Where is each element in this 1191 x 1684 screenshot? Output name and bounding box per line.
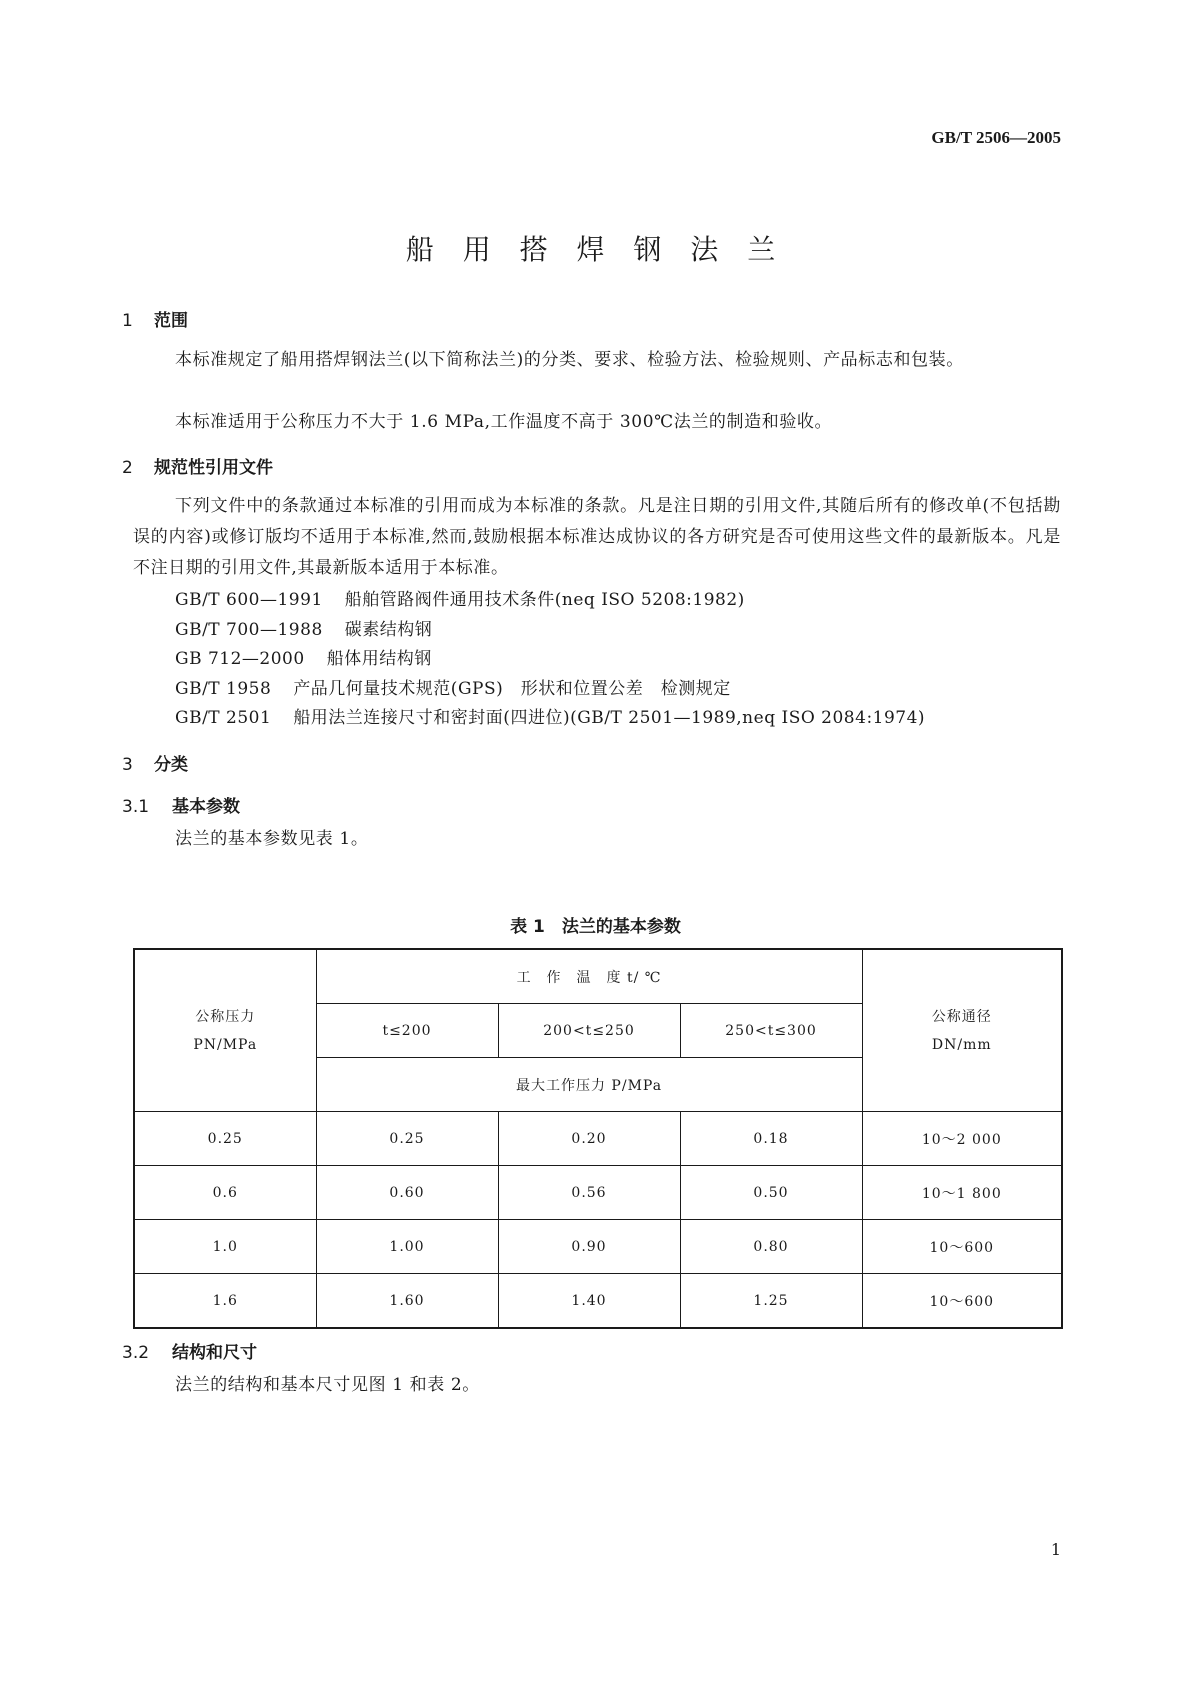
cell-p1: 0.25	[316, 1112, 498, 1166]
cell-dn: 10～1 800	[862, 1166, 1062, 1220]
table-row	[134, 1166, 1062, 1220]
header-max-working-pressure: 最大工作压力 P/MPa	[316, 1058, 862, 1112]
table-row	[134, 1112, 1062, 1166]
section-1-paragraph-1: 本标准规定了船用搭焊钢法兰(以下简称法兰)的分类、要求、检验方法、检验规则、产品标志和包装。	[175, 350, 964, 370]
section-1-heading	[122, 306, 188, 331]
cell-p3: 0.50	[680, 1166, 862, 1220]
section-3-2-heading	[122, 1338, 257, 1363]
document-title: 船 用 搭 焊 钢 法 兰	[405, 233, 786, 266]
section-3-heading	[122, 750, 188, 775]
cell-dn: 10～600	[862, 1274, 1062, 1329]
reference-item	[175, 615, 432, 640]
header-working-temperature: 工 作 温 度 t/ ℃	[316, 949, 862, 1004]
section-2-heading	[122, 453, 273, 478]
cell-p1: 1.60	[316, 1274, 498, 1329]
header-unit: PN/MPa	[193, 1036, 258, 1053]
cell-p1: 1.00	[316, 1220, 498, 1274]
table-row	[134, 1274, 1062, 1329]
cell-dn: 10～2 000	[862, 1112, 1062, 1166]
section-number: 3.2	[122, 1343, 150, 1363]
section-number: 3	[122, 755, 133, 775]
page-number: 1	[1050, 1540, 1061, 1559]
section-title: 分类	[154, 755, 188, 775]
cell-p1: 0.60	[316, 1166, 498, 1220]
reference-item	[175, 644, 432, 669]
cell-p2: 0.56	[498, 1166, 680, 1220]
cell-pn: 0.6	[134, 1166, 316, 1220]
header-temp-range-3: 250<t≤300	[680, 1004, 862, 1058]
reference-item	[175, 585, 745, 610]
reference-item	[175, 703, 925, 728]
table-1-caption: 表 1 法兰的基本参数	[510, 917, 681, 937]
section-number: 1	[122, 311, 133, 331]
section-3-1-heading	[122, 792, 240, 817]
header-label: 公称压力	[195, 1008, 256, 1025]
reference-code: GB/T 600—1991	[175, 590, 323, 610]
cell-p3: 1.25	[680, 1274, 862, 1329]
standard-code: GB/T 2506—2005	[931, 128, 1061, 147]
table-1	[133, 948, 1063, 1329]
reference-code: GB/T 1958	[175, 679, 272, 699]
cell-dn: 10～600	[862, 1220, 1062, 1274]
reference-name: 船体用结构钢	[326, 649, 432, 669]
reference-code: GB/T 700—1988	[175, 620, 323, 640]
section-number: 3.1	[122, 797, 150, 817]
section-title: 结构和尺寸	[172, 1343, 257, 1363]
header-temp-range-1: t≤200	[316, 1004, 498, 1058]
header-label: 公称通径	[931, 1008, 992, 1025]
header-temp-range-2: 200<t≤250	[498, 1004, 680, 1058]
cell-p2: 0.20	[498, 1112, 680, 1166]
cell-pn: 1.6	[134, 1274, 316, 1329]
cell-p3: 0.18	[680, 1112, 862, 1166]
cell-p2: 1.40	[498, 1274, 680, 1329]
cell-pn: 0.25	[134, 1112, 316, 1166]
section-title: 规范性引用文件	[154, 458, 273, 478]
section-title: 基本参数	[172, 797, 240, 817]
reference-name: 船舶管路阀件通用技术条件(neq ISO 5208:1982)	[344, 590, 745, 610]
reference-item	[175, 674, 731, 699]
cell-pn: 1.0	[134, 1220, 316, 1274]
cell-p3: 0.80	[680, 1220, 862, 1274]
reference-name: 碳素结构钢	[344, 620, 433, 640]
table-row	[134, 1220, 1062, 1274]
section-1-paragraph-2: 本标准适用于公称压力不大于 1.6 MPa,工作温度不高于 300℃法兰的制造和验收。	[175, 412, 833, 432]
section-title: 范围	[154, 311, 188, 331]
section-3-1-paragraph: 法兰的基本参数见表 1。	[175, 829, 369, 849]
reference-code: GB 712—2000	[175, 649, 305, 669]
cell-p2: 0.90	[498, 1220, 680, 1274]
header-unit: DN/mm	[931, 1036, 992, 1053]
section-3-2-paragraph: 法兰的结构和基本尺寸见图 1 和表 2。	[175, 1375, 480, 1395]
section-number: 2	[122, 458, 133, 478]
header-nominal-diameter	[862, 949, 1062, 1112]
section-2-paragraph: 下列文件中的条款通过本标准的引用而成为本标准的条款。凡是注日期的引用文件,其随后所有的修改单(不包括勘误的内容)或修订版均不适用于本标准,然而,鼓励根据本标准达成协议的各方研究是否可使用这些文件的最新版本。凡是不注日期的引用文件,其最新版本适用于本标准。	[133, 496, 1061, 578]
header-nominal-pressure	[134, 949, 316, 1112]
reference-name: 产品几何量技术规范(GPS) 形状和位置公差 检测规定	[293, 679, 731, 699]
reference-code: GB/T 2501	[175, 708, 272, 728]
reference-name: 船用法兰连接尺寸和密封面(四进位)(GB/T 2501—1989,neq ISO 2084:1974)	[293, 708, 926, 728]
